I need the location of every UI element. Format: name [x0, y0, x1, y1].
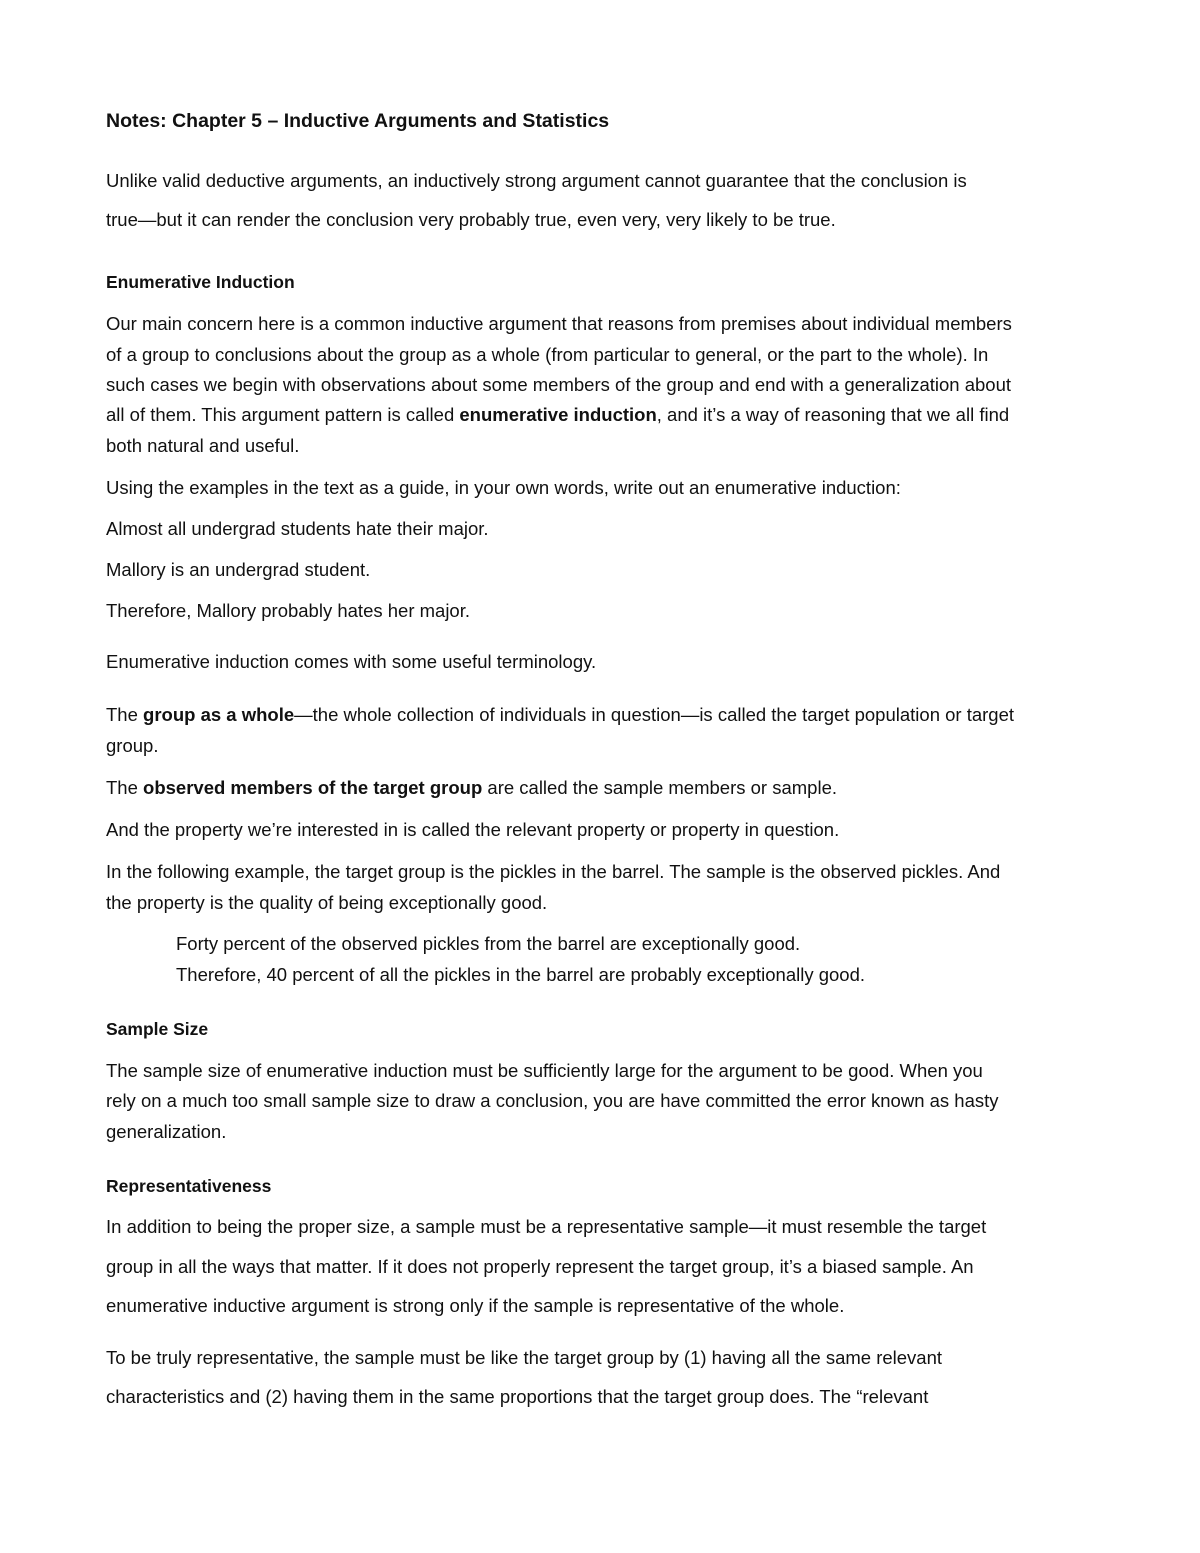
section-heading-sample-size: Sample Size	[106, 1019, 209, 1039]
paragraph-line: Enumerative induction comes with some useful terminology.	[106, 651, 597, 672]
text-run: —the whole collection of individuals in question—is called the target population or target	[294, 704, 1015, 725]
text-run: are called the sample members or sample.	[482, 777, 837, 798]
text-run: all of them. This argument pattern is called	[106, 404, 460, 425]
example-line: Almost all undergrad students hate their major.	[106, 518, 489, 539]
section-heading-enumerative-induction: Enumerative Induction	[106, 272, 295, 292]
paragraph-line: such cases we begin with observations about some members of the group and end with a generalization about	[106, 374, 1011, 395]
indented-example-line: Therefore, 40 percent of all the pickles in the barrel are probably exceptionally good.	[176, 964, 866, 985]
bold-term: group as a whole	[143, 704, 295, 725]
example-line: Therefore, Mallory probably hates her major.	[106, 600, 471, 621]
term-definition-line	[106, 777, 837, 799]
paragraph-line: of a group to conclusions about the group as a whole (from particular to general, or the part to the whole). In	[106, 344, 989, 365]
indented-example-line: Forty percent of the observed pickles from the barrel are exceptionally good.	[176, 933, 801, 954]
paragraph-line: The sample size of enumerative induction must be sufficiently large for the argument to be good. When you	[106, 1060, 983, 1081]
paragraph-line: In addition to being the proper size, a sample must be a representative sample—it must resemble the target	[106, 1216, 987, 1237]
paragraph-line: In the following example, the target group is the pickles in the barrel. The sample is the observed pickles. And	[106, 861, 1001, 882]
paragraph-line: both natural and useful.	[106, 435, 300, 456]
paragraph-line	[106, 404, 1009, 426]
example-line: Mallory is an undergrad student.	[106, 559, 371, 580]
term-definition-line: And the property we’re interested in is called the relevant property or property in question.	[106, 819, 840, 840]
paragraph-line: characteristics and (2) having them in the same proportions that the target group does. The “relevant	[106, 1386, 929, 1407]
page-title: Notes: Chapter 5 – Inductive Arguments and Statistics	[106, 110, 610, 132]
prompt-line: Using the examples in the text as a guide, in your own words, write out an enumerative induction:	[106, 477, 901, 498]
term-definition-line	[106, 704, 1014, 726]
text-run: The	[106, 704, 144, 725]
text-run: , and it’s a way of reasoning that we all find	[656, 404, 1010, 425]
paragraph-line: group in all the ways that matter. If it does not properly represent the target group, it’s a biased sample. An	[106, 1256, 974, 1277]
paragraph-line: the property is the quality of being exceptionally good.	[106, 892, 548, 913]
term-definition-line: group.	[106, 735, 159, 756]
intro-line: true—but it can render the conclusion very probably true, even very, very likely to be true.	[106, 209, 836, 230]
bold-term: enumerative induction	[459, 404, 657, 425]
paragraph-line: generalization.	[106, 1121, 227, 1142]
paragraph-line: rely on a much too small sample size to draw a conclusion, you are have committed the error known as hasty	[106, 1090, 999, 1111]
paragraph-line: enumerative inductive argument is strong only if the sample is representative of the whole.	[106, 1295, 845, 1316]
section-heading-representativeness: Representativeness	[106, 1176, 272, 1196]
paragraph-line: To be truly representative, the sample must be like the target group by (1) having all the same relevant	[106, 1347, 943, 1368]
paragraph-line: Our main concern here is a common inductive argument that reasons from premises about individual members	[106, 313, 1012, 334]
intro-line: Unlike valid deductive arguments, an inductively strong argument cannot guarantee that the conclusion is	[106, 170, 967, 191]
bold-term: observed members of the target group	[143, 777, 483, 798]
text-run: The	[106, 777, 144, 798]
